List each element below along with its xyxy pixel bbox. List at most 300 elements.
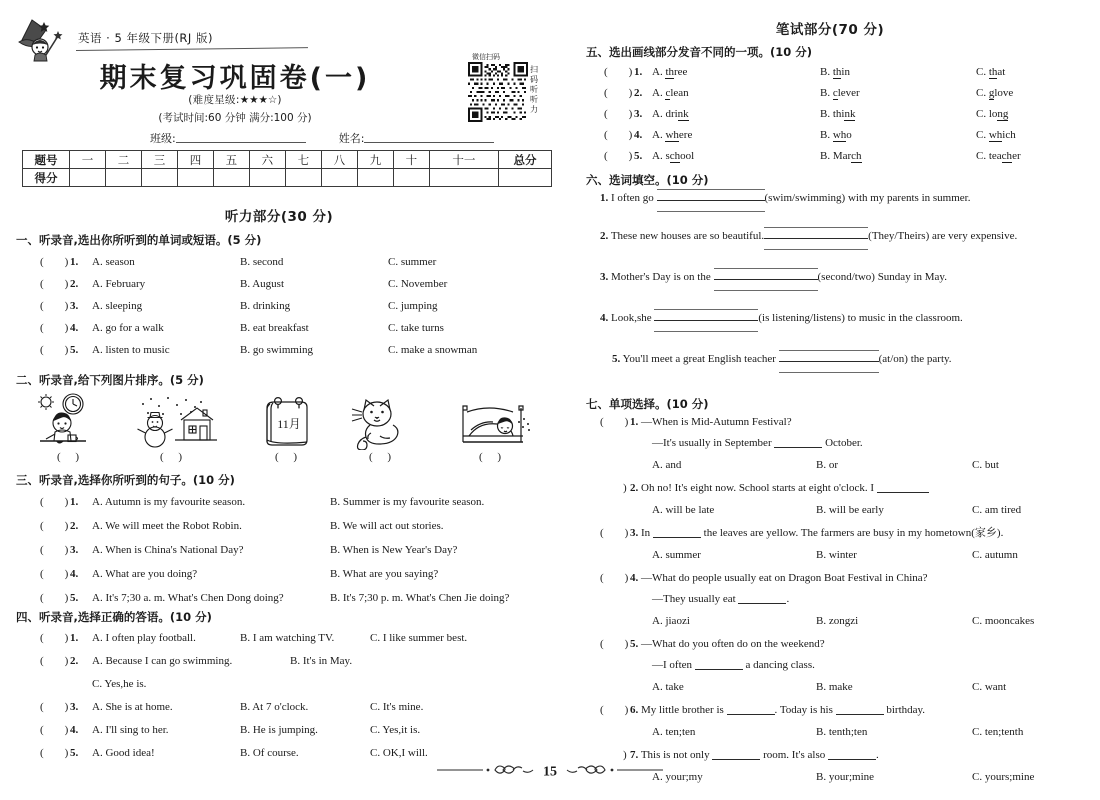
answer-blank[interactable]	[836, 704, 884, 715]
answer-blank[interactable]	[712, 749, 760, 760]
word-hint: (They/Theirs)	[868, 230, 930, 242]
option-c[interactable]: C. mooncakes	[972, 615, 1035, 627]
answer-bracket[interactable]: )	[623, 482, 627, 494]
picture-answer-blank[interactable]: ( )	[478, 451, 508, 463]
option-b[interactable]: B. When is New Year's Day?	[330, 544, 458, 556]
option-b[interactable]: B. It's 7;30 p. m. What's Chen Jie doing?	[330, 592, 510, 604]
subject-line: 英语 · 5 年级下册(RJ 版)	[78, 31, 213, 45]
option-c[interactable]: C. OK,I will.	[370, 747, 428, 759]
question-row[interactable]	[604, 66, 1100, 87]
write-blank[interactable]	[654, 320, 758, 321]
answer-blank[interactable]	[828, 749, 876, 760]
question-row[interactable]	[600, 638, 1100, 659]
option-a[interactable]: A. When is China's National Day?	[92, 544, 244, 556]
student-id-line	[150, 130, 510, 146]
option-b[interactable]: B. who	[820, 129, 852, 141]
option-a[interactable]: A. drink	[652, 108, 689, 120]
picture-item[interactable]	[336, 392, 430, 463]
answer-bracket[interactable]: ( )	[604, 66, 633, 78]
question-row[interactable]	[40, 496, 558, 520]
option-b[interactable]: B. will be early	[816, 504, 884, 516]
option-a[interactable]: A. clean	[652, 87, 689, 99]
page-title: 期末复习巩固卷(一)	[99, 63, 371, 94]
section-6-title: 六、选词填空。(10 分)	[586, 173, 709, 187]
option-c[interactable]: C. glove	[976, 87, 1014, 99]
option-b[interactable]: B. tenth;ten	[816, 726, 868, 738]
answer-bracket[interactable]: ( )	[40, 632, 69, 644]
answer-bracket[interactable]: ( )	[40, 300, 69, 312]
picture-answer-blank[interactable]: ( )	[159, 451, 189, 463]
picture-item[interactable]	[446, 392, 540, 463]
option-c[interactable]: C. yours;mine	[972, 771, 1035, 783]
question-row[interactable]	[40, 701, 558, 724]
answer-bracket[interactable]: ( )	[600, 572, 629, 584]
question-number: 5.	[630, 638, 639, 650]
option-a[interactable]: A. summer	[652, 549, 701, 561]
underlined-part: th	[665, 66, 675, 78]
qr-caption: 微信扫码	[472, 53, 500, 61]
sentence-after: the party.	[907, 353, 952, 365]
option-c[interactable]: C. but	[972, 459, 999, 471]
section-4-title: 四、听录音,选择正确的答语。(10 分)	[16, 610, 212, 624]
option-b[interactable]: B. clever	[820, 87, 860, 99]
underlined-part: wh	[665, 129, 679, 141]
option-a[interactable]: A. school	[652, 150, 695, 162]
option-a[interactable]: A. What are you doing?	[92, 568, 198, 580]
answer-bracket[interactable]: ( )	[40, 592, 69, 604]
question-row[interactable]	[40, 322, 558, 344]
question-number: 4.	[634, 129, 643, 141]
options-row[interactable]	[600, 681, 1100, 704]
question-row[interactable]	[40, 568, 558, 592]
question-number: 1.	[70, 496, 79, 508]
option-a[interactable]: A. go for a walk	[92, 322, 164, 334]
score-table-col-0: 一	[70, 151, 106, 169]
option-c[interactable]: C. Yes,he is.	[92, 678, 147, 690]
question-row[interactable]	[40, 544, 558, 568]
stem-before: —It's usually in September	[652, 437, 775, 449]
option-c[interactable]: C. want	[972, 681, 1007, 693]
question-row-continued[interactable]	[40, 678, 558, 701]
name-input-blank[interactable]	[364, 131, 494, 143]
answer-bracket[interactable]: ( )	[604, 129, 633, 141]
sentence-after: are very expensive.	[929, 230, 1018, 242]
options-row[interactable]	[600, 549, 1100, 572]
score-table-col-1: 二	[105, 151, 141, 169]
picture-answer-blank[interactable]: ( )	[274, 451, 304, 463]
option-c[interactable]: C. autumn	[972, 549, 1018, 561]
option-a[interactable]: A. jiaozi	[652, 615, 690, 627]
option-c[interactable]: C. summer	[388, 256, 437, 268]
answer-bracket[interactable]: ( )	[40, 655, 69, 667]
option-a[interactable]: A. your;my	[652, 771, 703, 783]
option-b[interactable]: B. your;mine	[816, 771, 875, 783]
option-c[interactable]: C. long	[976, 108, 1009, 120]
option-a[interactable]: A. ten;ten	[652, 726, 696, 738]
question-number: 5.	[70, 592, 79, 604]
question-row[interactable]	[40, 300, 558, 322]
section-1-items	[40, 256, 558, 366]
fill-blank-row[interactable]	[600, 230, 1100, 271]
answer-bracket[interactable]: ( )	[40, 344, 69, 356]
score-cell[interactable]	[285, 169, 321, 187]
underlined-part: ch	[851, 150, 862, 162]
question-number: 3.	[634, 108, 643, 120]
underlined-part: ch	[1001, 150, 1013, 162]
option-b[interactable]: B. make	[816, 681, 853, 693]
answer-blank[interactable]	[774, 437, 822, 448]
name-label: 姓名:	[338, 132, 365, 145]
option-b[interactable]: B. Of course.	[240, 747, 299, 759]
question-number: 4.	[70, 724, 79, 736]
question-number: 2.	[600, 230, 609, 242]
question-row[interactable]	[604, 108, 1100, 129]
word-hint: (is listening/listens)	[758, 312, 845, 324]
question-number: 1.	[634, 66, 643, 78]
score-cell[interactable]	[429, 169, 498, 187]
question-block[interactable]	[600, 572, 1100, 638]
option-c[interactable]: C. which	[976, 129, 1016, 141]
option-b[interactable]: B. go swimming	[240, 344, 314, 356]
answer-bracket[interactable]: ( )	[40, 278, 69, 290]
option-a[interactable]: A. sleeping	[92, 300, 143, 312]
option-a[interactable]: A. I often play football.	[92, 632, 196, 644]
option-a[interactable]: A. February	[92, 278, 146, 290]
option-c[interactable]: C. jumping	[388, 300, 438, 312]
answer-blank[interactable]	[738, 593, 786, 604]
question-row[interactable]	[604, 150, 1100, 171]
score-cell[interactable]	[177, 169, 213, 187]
options-row[interactable]	[600, 615, 1100, 638]
stem-before: In	[641, 527, 653, 539]
answer-bracket[interactable]: ( )	[600, 527, 629, 539]
answer-blank[interactable]	[653, 527, 701, 538]
option-b[interactable]: B. drinking	[240, 300, 291, 312]
question-row[interactable]	[600, 572, 1100, 593]
answer-bracket[interactable]: ( )	[40, 724, 69, 736]
option-a[interactable]: A. She is at home.	[92, 701, 173, 713]
option-c[interactable]: C. It's mine.	[370, 701, 424, 713]
write-blank[interactable]	[764, 238, 868, 239]
option-b[interactable]: B. winter	[816, 549, 857, 561]
answer-bracket[interactable]: ( )	[604, 108, 633, 120]
option-b[interactable]: B. We will act out stories.	[330, 520, 444, 532]
score-table-col-10: 十一	[429, 151, 498, 169]
option-c[interactable]: C. teacher	[976, 150, 1021, 162]
score-table-col-2: 三	[141, 151, 177, 169]
sentence-after: to music in the classroom.	[844, 312, 963, 324]
question-number: 4.	[70, 568, 79, 580]
stem-before: This is not only	[640, 749, 713, 761]
question-block[interactable]	[600, 482, 1100, 527]
answer-bracket[interactable]: ( )	[40, 747, 69, 759]
score-cell[interactable]	[357, 169, 393, 187]
question-block[interactable]	[600, 416, 1100, 482]
option-a[interactable]: A. It's 7;30 a. m. What's Chen Dong doing?	[92, 592, 284, 604]
options-row[interactable]	[600, 459, 1100, 482]
option-a[interactable]: A. where	[652, 129, 693, 141]
answer-bracket[interactable]: ( )	[600, 416, 629, 428]
question-number: 6.	[630, 704, 639, 716]
score-table-col-6: 七	[285, 151, 321, 169]
calendar-month-label: 11月	[277, 417, 301, 431]
write-blank[interactable]	[657, 200, 765, 201]
question-number: 2.	[70, 520, 79, 532]
question-stem[interactable]	[600, 659, 1100, 681]
option-a[interactable]: A. will be late	[652, 504, 715, 516]
option-a[interactable]: A. three	[652, 66, 688, 78]
option-c[interactable]: C. that	[976, 66, 1006, 78]
section-7-title: 七、单项选择。(10 分)	[586, 397, 709, 411]
section-6-items	[600, 192, 1100, 391]
stem-after: the leaves are yellow. The farmers are busy in my hometown(家乡).	[700, 527, 1004, 539]
question-number: 4.	[70, 322, 79, 334]
answer-bracket[interactable]: ( )	[40, 544, 69, 556]
answer-bracket[interactable]: ( )	[40, 322, 69, 334]
stem-middle: room. It's also	[760, 749, 828, 761]
score-table	[22, 150, 552, 187]
question-number: 1.	[630, 416, 639, 428]
stem-before: —I often	[652, 659, 695, 671]
underlined-part: c	[665, 87, 671, 99]
stem-after: .	[786, 593, 790, 605]
question-number: 2.	[70, 655, 79, 667]
question-row[interactable]	[40, 344, 558, 366]
stem-after: October.	[822, 437, 863, 449]
score-cell[interactable]	[105, 169, 141, 187]
section-3-title: 三、听录音,选择你所听到的句子。(10 分)	[16, 473, 235, 487]
score-table-row-label-1: 得分	[23, 169, 70, 187]
boy-eating-breakfast-picture-icon	[28, 392, 114, 450]
option-c[interactable]: C. November	[388, 278, 448, 290]
question-number: 3.	[630, 527, 639, 539]
stem-middle: . Today is his	[774, 704, 836, 716]
picture-answer-blank[interactable]: ( )	[56, 451, 86, 463]
option-b[interactable]: B. It's in May.	[290, 655, 353, 667]
question-number: 4.	[630, 572, 639, 584]
answer-bracket[interactable]: ( )	[604, 150, 633, 162]
answer-bracket[interactable]: ( )	[40, 568, 69, 580]
score-table-col-8: 九	[357, 151, 393, 169]
question-number: 2.	[634, 87, 643, 99]
fill-blank-row[interactable]	[600, 271, 1100, 312]
question-row[interactable]	[600, 527, 1100, 549]
question-number: 3.	[70, 544, 79, 556]
option-a[interactable]: A. Because I can go swimming.	[92, 655, 233, 667]
score-table-col-5: 六	[249, 151, 285, 169]
answer-bracket[interactable]: ( )	[40, 496, 69, 508]
question-row[interactable]	[600, 704, 1100, 726]
score-cell[interactable]	[249, 169, 285, 187]
section-5-items	[604, 66, 1100, 171]
underlined-part: nk	[844, 108, 856, 120]
stem-before: —They usually eat	[652, 593, 739, 605]
question-number: 3.	[70, 300, 79, 312]
answer-blank[interactable]	[727, 704, 775, 715]
option-b[interactable]: B. or	[816, 459, 838, 471]
qr-block	[468, 52, 554, 126]
option-c[interactable]: C. I like summer best.	[370, 632, 468, 644]
option-a[interactable]: A. Autumn is my favourite season.	[92, 496, 246, 508]
question-number: 5.	[612, 353, 621, 365]
question-stem[interactable]	[600, 593, 1100, 615]
question-number: 2.	[70, 278, 79, 290]
question-block[interactable]	[600, 704, 1100, 749]
answer-bracket[interactable]: ( )	[600, 704, 629, 716]
score-table-header-row	[23, 151, 552, 169]
option-b[interactable]: B. thin	[820, 66, 850, 78]
question-row[interactable]	[604, 129, 1100, 150]
question-row[interactable]	[40, 520, 558, 544]
underlined-part: wh	[988, 129, 1003, 141]
underlined-part: g	[988, 87, 995, 99]
option-b[interactable]: B. Summer is my favourite season.	[330, 496, 485, 508]
option-c[interactable]: C. take turns	[388, 322, 444, 334]
answer-blank[interactable]	[695, 659, 743, 670]
section-3-items	[40, 496, 558, 616]
difficulty-close: )	[277, 94, 282, 106]
sentence-before: You'll meet a great English teacher	[622, 353, 779, 365]
option-b[interactable]: B. I am watching TV.	[240, 632, 335, 644]
picture-answer-blank[interactable]: ( )	[368, 451, 398, 463]
question-row[interactable]	[40, 278, 558, 300]
score-cell[interactable]	[393, 169, 429, 187]
option-b[interactable]: B. eat breakfast	[240, 322, 309, 334]
option-a[interactable]: A. take	[652, 681, 684, 693]
option-a[interactable]: A. I'll sing to her.	[92, 724, 169, 736]
question-row[interactable]	[600, 482, 1100, 504]
option-c[interactable]: C. ten;tenth	[972, 726, 1024, 738]
write-blank[interactable]	[779, 361, 879, 362]
question-stem[interactable]	[600, 437, 1100, 459]
qr-side-text: 扫码听听力	[530, 65, 538, 114]
question-row[interactable]	[40, 655, 558, 678]
option-c[interactable]: C. make a snowman	[388, 344, 478, 356]
score-cell[interactable]	[321, 169, 357, 187]
child-sleeping-in-bed-picture-icon	[449, 392, 537, 450]
options-row[interactable]	[600, 504, 1100, 527]
section-4-items	[40, 632, 558, 770]
option-b[interactable]: B. At 7 o'clock.	[240, 701, 309, 713]
stem-before: Oh no! It's eight now. School starts at eight o'clock. I	[641, 482, 877, 494]
underlined-part: c	[832, 87, 838, 99]
score-cell[interactable]	[141, 169, 177, 187]
question-number: 1.	[600, 192, 609, 204]
answer-bracket[interactable]: )	[623, 749, 627, 761]
option-a[interactable]: A. season	[92, 256, 135, 268]
fill-blank-row[interactable]	[600, 353, 1100, 391]
picture-item[interactable]	[127, 392, 221, 463]
fill-blank-row[interactable]	[600, 192, 1100, 230]
question-row[interactable]	[604, 87, 1100, 108]
score-cell[interactable]	[70, 169, 106, 187]
qr-code-icon[interactable]	[468, 62, 528, 122]
picture-order-row	[14, 392, 554, 464]
dialogue-line: —What do people usually eat on Dragon Boat Festival in China?	[641, 572, 928, 584]
answer-bracket[interactable]: ( )	[40, 701, 69, 713]
snowman-house-picture-icon	[129, 392, 219, 450]
option-b[interactable]: B. He is jumping.	[240, 724, 318, 736]
option-a[interactable]: A. Good idea!	[92, 747, 155, 759]
section-7-items	[600, 416, 1100, 794]
question-number: 7.	[630, 749, 639, 761]
question-row[interactable]	[40, 724, 558, 747]
underlined-part: th	[988, 66, 998, 78]
option-a[interactable]: A. and	[652, 459, 682, 471]
sentence-before: Mother's Day is on the	[611, 271, 714, 283]
question-number: 1.	[70, 632, 79, 644]
score-table-row-label-0: 题号	[23, 151, 70, 169]
options-row[interactable]	[600, 726, 1100, 749]
class-input-blank[interactable]	[176, 131, 306, 143]
picture-item[interactable]	[242, 392, 336, 463]
option-b[interactable]: B. March	[820, 150, 862, 162]
question-number: 5.	[70, 344, 79, 356]
question-number: 3.	[600, 271, 609, 283]
written-part-heading: 笔试部分(70 分)	[775, 22, 885, 38]
answer-bracket[interactable]: ( )	[604, 87, 633, 99]
dialogue-line: —What do you often do on the weekend?	[641, 638, 825, 650]
answer-blank[interactable]	[877, 482, 929, 493]
score-table-entry-row	[23, 169, 552, 187]
cat-picture-icon	[340, 392, 426, 450]
score-cell-total[interactable]	[499, 169, 552, 187]
sentence-before: These new houses are so beautiful.	[610, 230, 765, 242]
sentence-after: Sunday in May.	[874, 271, 947, 283]
question-number: 1.	[70, 256, 79, 268]
question-number: 3.	[70, 701, 79, 713]
section-5-title: 五、选出画线部分发音不同的一项。(10 分)	[586, 45, 813, 59]
sentence-after: with my parents in summer.	[845, 192, 971, 204]
answer-bracket[interactable]: ( )	[600, 638, 629, 650]
right-column	[560, 0, 1100, 800]
underlined-part: th	[832, 66, 842, 78]
answer-bracket[interactable]: ( )	[40, 256, 69, 268]
score-cell[interactable]	[213, 169, 249, 187]
calendar-november-picture-icon	[254, 392, 324, 450]
option-c[interactable]: C. Yes,it is.	[370, 724, 421, 736]
option-b[interactable]: B. think	[820, 108, 856, 120]
option-b[interactable]: B. What are you saying?	[330, 568, 439, 580]
option-b[interactable]: B. zongzi	[816, 615, 859, 627]
option-a[interactable]: A. We will meet the Robot Robin.	[92, 520, 242, 532]
question-row[interactable]	[40, 256, 558, 278]
listening-part-heading: 听力部分(30 分)	[224, 209, 334, 225]
option-b[interactable]: B. August	[240, 278, 285, 290]
underlined-part: nk	[677, 108, 689, 120]
difficulty-stars: ★★★☆	[239, 94, 278, 106]
question-row[interactable]	[40, 632, 558, 655]
ornament-flourish-right-icon	[561, 765, 665, 782]
question-number: 2.	[630, 482, 639, 494]
picture-item[interactable]	[24, 392, 118, 463]
fill-blank-row[interactable]	[600, 312, 1100, 353]
exam-info: (考试时间:60 分钟 满分:100 分)	[158, 112, 312, 124]
option-c[interactable]: C. am tired	[972, 504, 1022, 516]
stem-after: .	[876, 749, 879, 761]
score-table-col-4: 五	[213, 151, 249, 169]
score-table-col-7: 八	[321, 151, 357, 169]
option-a[interactable]: A. listen to music	[92, 344, 170, 356]
question-block[interactable]	[600, 527, 1100, 572]
answer-bracket[interactable]: ( )	[40, 520, 69, 532]
write-blank[interactable]	[714, 279, 818, 280]
option-b[interactable]: B. second	[240, 256, 284, 268]
question-block[interactable]	[600, 638, 1100, 704]
sentence-before: Look,she	[611, 312, 655, 324]
question-row[interactable]	[600, 416, 1100, 437]
word-hint: (swim/swimming)	[764, 192, 846, 204]
